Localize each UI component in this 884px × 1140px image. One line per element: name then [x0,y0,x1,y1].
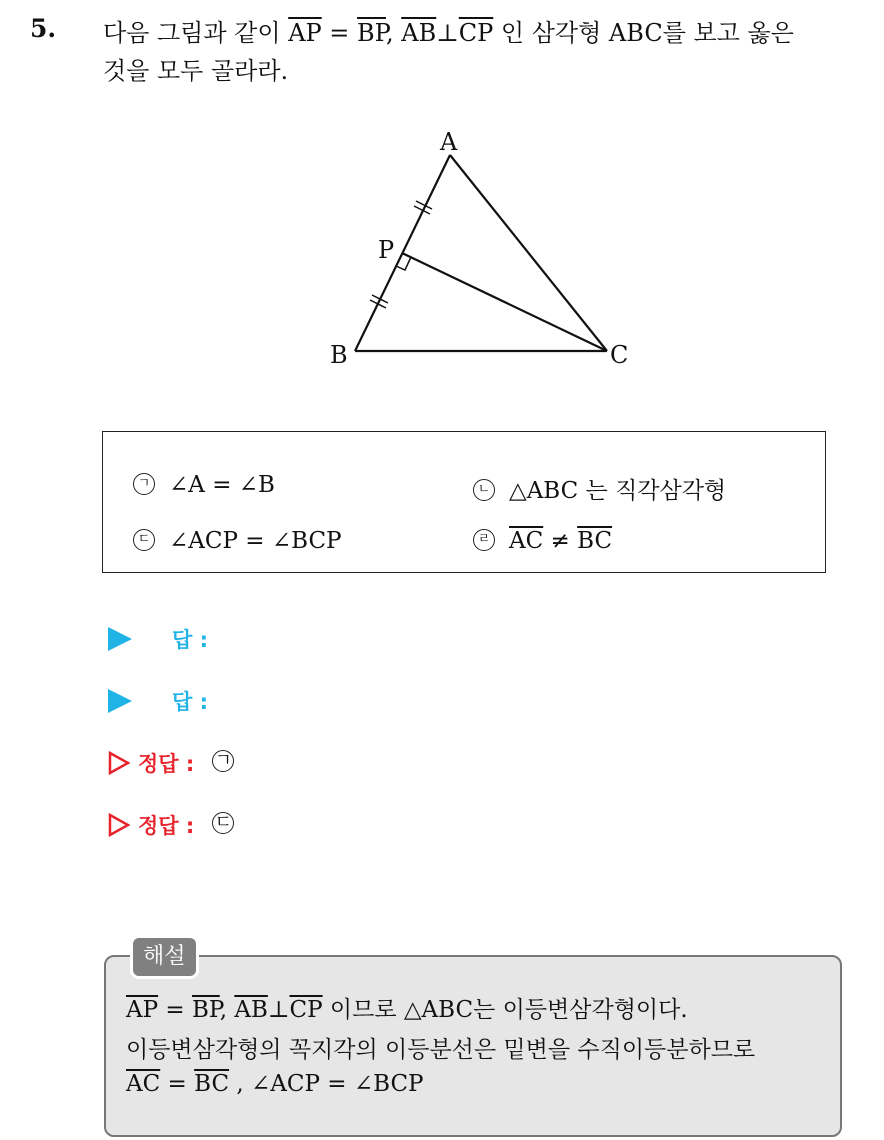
question-line-2: 것을 모두 골라라. [103,57,289,85]
label-p: P [378,236,395,264]
explanation-box [104,955,842,1137]
label-c: C [610,341,629,369]
choice-2[interactable]: ㄴ △ABC 는 직각삼각형 [473,472,726,505]
answer-row-2[interactable]: 답 : [108,686,208,716]
explanation-line-2: 이등변삼각형의 꼭지각의 이등분선은 밑변을 수직이등분하므로 [126,1037,756,1063]
choice-marker: ㄹ [473,529,495,551]
correct-answer-row-1: 정답 : ㄱ [108,748,248,778]
explanation-line-3: $\overline{AC} = \overline{BC}$ , ∠ACP = ∠BCP [126,1071,424,1097]
choice-marker: ㄱ [133,473,155,495]
question-number: 5. [30,14,57,43]
choice-marker: ㄴ [473,479,495,501]
question-text [103,14,873,90]
choice-marker: ㄷ [133,529,155,551]
label-a: A [440,128,458,156]
side-ac [450,155,607,351]
outline-triangle-icon [108,751,130,775]
choices-box [102,431,826,573]
choice-4[interactable]: ㄹ $\overline{AC} \ne \overline{BC}$ [473,528,612,554]
answer-row-1[interactable]: 답 : [108,624,208,654]
explanation-line-1: $\overline{AP} = \overline{BP}$, $\overline{AB}\perp\overline{CP}$ 이므로 △ABC는 이등변삼각형이다. [126,997,688,1023]
play-icon [108,689,132,713]
explanation-tab: 해설 [130,935,199,979]
triangle-figure [320,120,640,380]
play-icon [108,627,132,651]
correct-answer-row-2: 정답 : ㄷ [108,810,248,840]
choice-3[interactable]: ㄷ ∠ACP = ∠BCP [133,528,342,554]
outline-triangle-icon [108,813,130,837]
label-b: B [330,341,348,369]
question-line-1: 다음 그림과 같이 $\overline{AP} = \overline{BP}$, $\overline{AB}\perp\overline{CP}$ 인 삼각형 ABC를 보고 옳은 [103,19,794,47]
segment-cp [402,253,607,351]
choice-1[interactable]: ㄱ ∠A = ∠B [133,472,275,498]
